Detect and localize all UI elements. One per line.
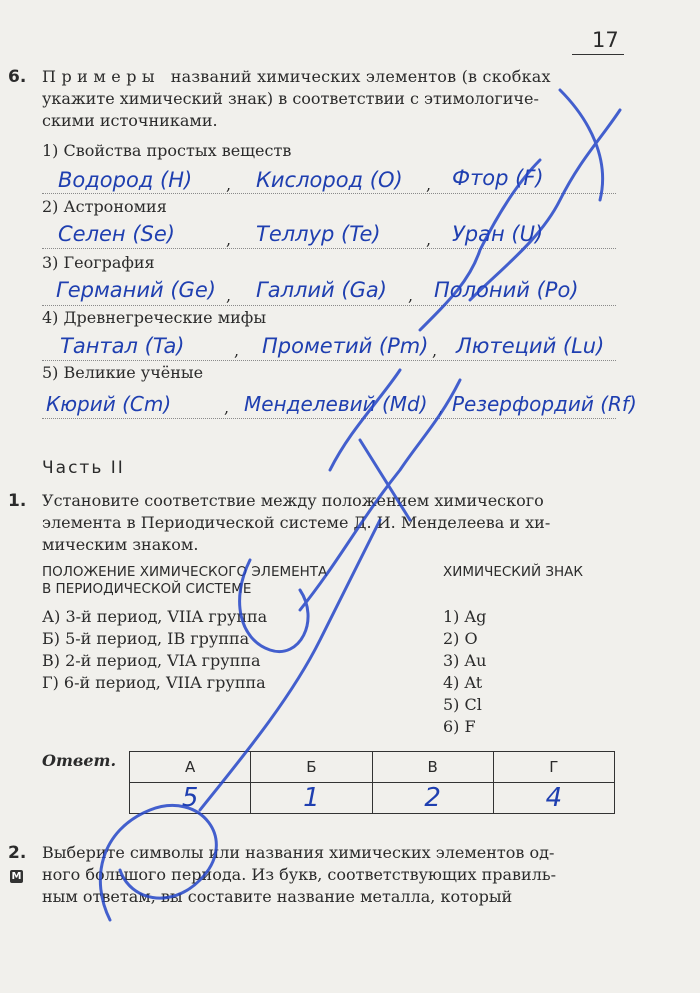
comma: , — [438, 398, 444, 417]
task1-number: 1. — [8, 491, 27, 511]
answer-label: Ответ. — [42, 751, 117, 770]
group-heading-2: 2) Астрономия — [42, 197, 167, 216]
position-item-g: Г) 6-й период, VIIA группа — [42, 673, 266, 692]
task2-line-3: ным ответам, вы составите название металла, который — [42, 887, 513, 906]
group3-answer-3: Полоний (Po) — [434, 278, 579, 302]
comma: , — [224, 398, 230, 417]
part-heading: Часть II — [42, 458, 125, 478]
task1-line-1: Установите соответствие между положением химического — [42, 491, 544, 510]
group-heading-1: 1) Свойства простых веществ — [42, 141, 292, 160]
task6-line-1: П р и м е р ы названий химических элементов (в скобках — [42, 67, 551, 86]
position-item-b: Б) 5-й период, IB группа — [42, 629, 250, 648]
symbol-item-3: 3) Au — [443, 651, 487, 670]
answer-value-v: 2 — [372, 783, 493, 814]
group-heading-5: 5) Великие учёные — [42, 363, 204, 382]
page-number: 17 — [592, 28, 619, 52]
answer-header-g: Г — [493, 752, 614, 783]
comma: , — [426, 175, 432, 194]
left-column-header-1: ПОЛОЖЕНИЕ ХИМИЧЕСКОГО ЭЛЕМЕНТА — [42, 564, 328, 580]
group2-answer-1: Селен (Se) — [58, 222, 175, 246]
task1-line-3: мическим знаком. — [42, 535, 199, 554]
task2-line-1: Выберите символы или названия химических элементов од- — [42, 843, 555, 862]
comma: , — [226, 230, 232, 249]
task2-number: 2. — [8, 843, 27, 863]
task2-line-2: ного большого периода. Из букв, соответствующих правиль- — [42, 865, 556, 884]
task1-line-2: элемента в Периодической системе Д. И. Менделеева и хи- — [42, 513, 551, 532]
comma: , — [426, 230, 432, 249]
task6-number: 6. — [8, 67, 27, 87]
answer-header-b: Б — [251, 752, 372, 783]
comma: , — [234, 341, 240, 360]
symbol-item-6: 6) F — [443, 717, 476, 736]
task6-line-3: скими источниками. — [42, 111, 218, 130]
group5-answer-1: Кюрий (Cm) — [46, 392, 172, 416]
group4-answer-2: Прометий (Pm) — [262, 334, 429, 358]
group-heading-4: 4) Древнегреческие мифы — [42, 308, 267, 327]
group2-answer-3: Уран (U) — [452, 222, 544, 246]
position-item-a: А) 3-й период, VIIA группа — [42, 607, 268, 626]
group1-answer-3: Фтор (F) — [452, 166, 544, 190]
group-heading-3: 3) География — [42, 253, 155, 272]
answer-header-v: В — [372, 752, 493, 783]
group3-answer-2: Галлий (Ga) — [256, 278, 387, 302]
position-item-v: В) 2-й период, VIA группа — [42, 651, 261, 670]
comma: , — [226, 286, 232, 305]
answer-value-g: 4 — [493, 783, 614, 814]
task6-line-2: укажите химический знак) в соответствии с этимологиче- — [42, 89, 539, 108]
comma: , — [408, 286, 414, 305]
answer-value-b: 1 — [251, 783, 372, 814]
right-column-header: ХИМИЧЕСКИЙ ЗНАК — [443, 564, 584, 580]
left-column-header-2: В ПЕРИОДИЧЕСКОЙ СИСТЕМЕ — [42, 581, 252, 597]
symbol-item-5: 5) Cl — [443, 695, 482, 714]
answer-header-a: А — [130, 752, 251, 783]
group5-answer-3: Резерфордий (Rf) — [452, 392, 637, 416]
symbol-item-1: 1) Ag — [443, 607, 487, 626]
group4-answer-1: Тантал (Ta) — [60, 334, 185, 358]
group5-answer-2: Менделевий (Md) — [244, 392, 428, 416]
group2-answer-2: Теллур (Te) — [256, 222, 381, 246]
group3-answer-1: Германий (Ge) — [56, 278, 216, 302]
symbol-item-4: 4) At — [443, 673, 483, 692]
answer-value-a: 5 — [130, 783, 251, 814]
group1-answer-2: Кислород (O) — [256, 168, 403, 192]
comma: , — [432, 341, 438, 360]
symbol-item-2: 2) O — [443, 629, 478, 648]
marker-m-icon: М — [11, 871, 22, 882]
comma: , — [226, 175, 232, 194]
group4-answer-3: Лютеций (Lu) — [456, 334, 605, 358]
group1-answer-1: Водород (H) — [58, 168, 193, 192]
